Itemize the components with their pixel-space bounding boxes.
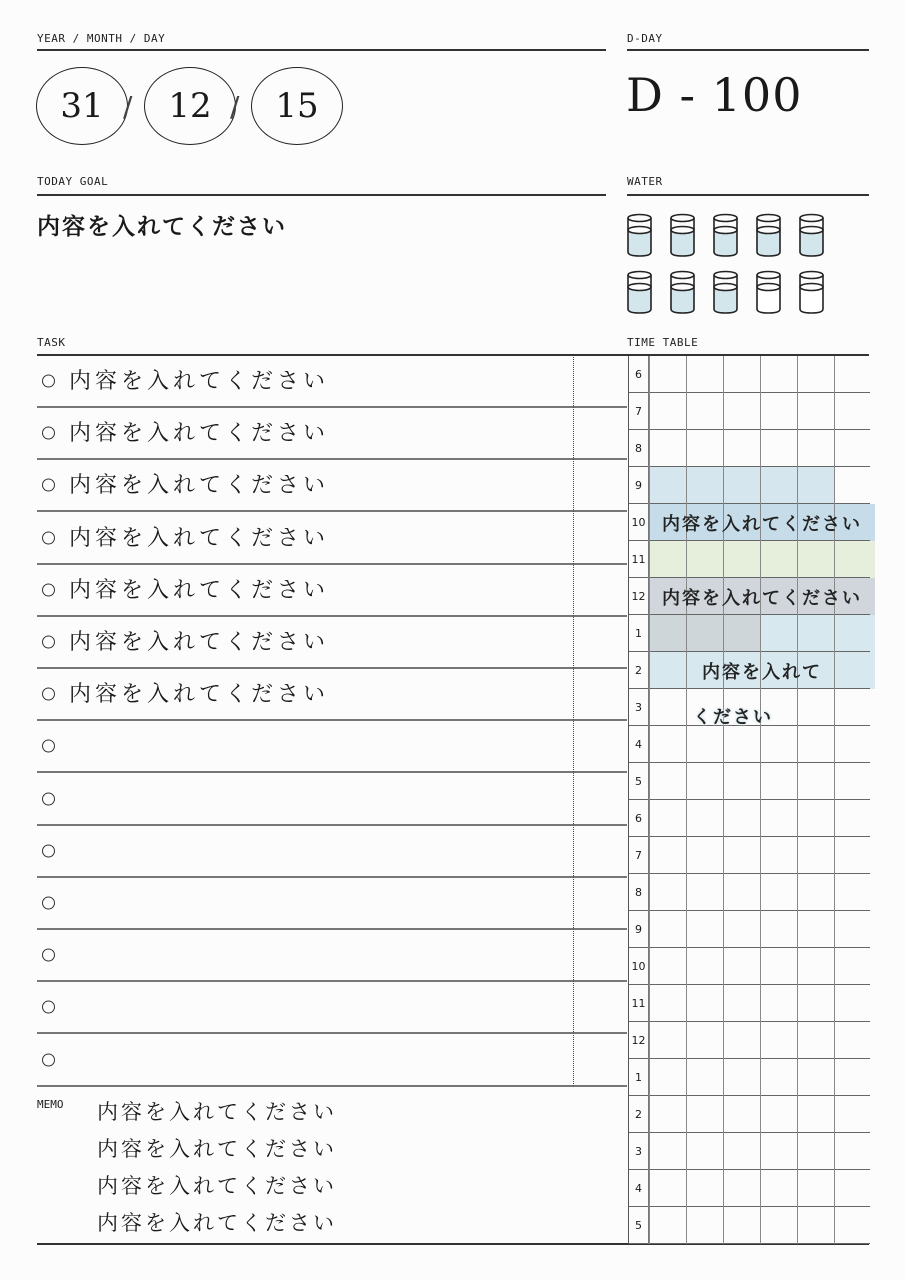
hour-label: 4 (629, 726, 649, 763)
date-label: YEAR / MONTH / DAY (37, 32, 166, 45)
water-cup-filled-icon[interactable] (712, 213, 739, 258)
water-cup-filled-icon[interactable] (712, 270, 739, 315)
task-item[interactable] (37, 1035, 627, 1087)
task-text[interactable]: 内容を入れてください (69, 525, 330, 551)
hour-label: 3 (629, 689, 649, 726)
hour-label: 7 (629, 837, 649, 874)
water-label: WATER (627, 175, 663, 188)
date-separator: / (123, 90, 133, 123)
goal-label: TODAY GOAL (37, 175, 109, 188)
task-item[interactable] (37, 356, 627, 408)
task-text[interactable]: 内容を入れてください (69, 577, 330, 603)
hour-label: 9 (629, 911, 649, 948)
timetable-event-text[interactable]: 内容を入れてください (662, 588, 862, 609)
hour-label: 3 (629, 1133, 649, 1170)
task-checkbox-icon[interactable] (42, 897, 55, 910)
task-checkbox-icon[interactable] (42, 792, 55, 805)
water-cup-filled-icon[interactable] (626, 270, 653, 315)
hour-label: 10 (629, 948, 649, 985)
task-text[interactable]: 内容を入れてください (69, 629, 330, 655)
task-item[interactable] (37, 878, 627, 930)
task-text[interactable]: 内容を入れてください (69, 368, 330, 394)
grid-line (760, 356, 761, 1244)
memo-line[interactable]: 内容を入れてください (97, 1100, 337, 1124)
task-item[interactable] (37, 982, 627, 1034)
hour-label: 5 (629, 763, 649, 800)
task-checkbox-icon[interactable] (42, 636, 55, 649)
water-cup-empty-icon[interactable] (798, 270, 825, 315)
hour-label: 12 (629, 578, 649, 615)
task-text[interactable]: 内容を入れてください (69, 682, 330, 708)
hour-label: 8 (629, 430, 649, 467)
grid-line (834, 356, 835, 1244)
task-checkbox-icon[interactable] (42, 949, 55, 962)
grid-line (649, 356, 650, 1244)
grid-line (797, 356, 798, 1244)
memo-line[interactable]: 内容を入れてください (97, 1137, 337, 1161)
date-divider (37, 49, 606, 51)
water-cup-filled-icon[interactable] (798, 213, 825, 258)
hour-label: 2 (629, 1096, 649, 1133)
dday-value[interactable]: D - 100 (626, 68, 803, 122)
task-item[interactable] (37, 930, 627, 982)
hour-label: 9 (629, 467, 649, 504)
date-separator: / (230, 90, 240, 123)
timetable-grid (628, 356, 869, 1244)
task-item[interactable] (37, 513, 627, 565)
task-item[interactable] (37, 669, 627, 721)
water-cup-filled-icon[interactable] (755, 213, 782, 258)
task-dotted-divider (573, 357, 574, 1086)
task-checkbox-icon[interactable] (42, 427, 55, 440)
memo-label: MEMO (37, 1098, 64, 1111)
task-item[interactable] (37, 774, 627, 826)
hour-label: 6 (629, 356, 649, 393)
hour-label: 8 (629, 874, 649, 911)
water-cup-filled-icon[interactable] (626, 213, 653, 258)
task-checkbox-icon[interactable] (42, 479, 55, 492)
water-divider (627, 194, 869, 196)
hour-label: 7 (629, 393, 649, 430)
month-field[interactable]: 12 (144, 67, 236, 145)
task-text[interactable]: 内容を入れてください (69, 421, 330, 447)
task-label: TASK (37, 336, 66, 349)
timetable-label: TIME TABLE (627, 336, 699, 349)
hour-label: 4 (629, 1170, 649, 1207)
hour-label: 2 (629, 652, 649, 689)
task-item[interactable] (37, 408, 627, 460)
hour-label: 11 (629, 541, 649, 578)
task-checkbox-icon[interactable] (42, 844, 55, 857)
task-text[interactable]: 内容を入れてください (69, 473, 330, 499)
task-checkbox-icon[interactable] (42, 688, 55, 701)
task-item[interactable] (37, 565, 627, 617)
task-checkbox-icon[interactable] (42, 1001, 55, 1014)
goal-divider (37, 194, 606, 196)
hour-label: 1 (629, 615, 649, 652)
task-item[interactable] (37, 826, 627, 878)
task-checkbox-icon[interactable] (42, 740, 55, 753)
hour-label: 11 (629, 985, 649, 1022)
water-cup-filled-icon[interactable] (669, 213, 696, 258)
dday-label: D-DAY (627, 32, 663, 45)
memo-line[interactable]: 内容を入れてください (97, 1211, 337, 1235)
hour-label: 10 (629, 504, 649, 541)
task-checkbox-icon[interactable] (42, 375, 55, 388)
year-field[interactable]: 31 (36, 67, 128, 145)
timetable-event-text[interactable]: 内容を入れてください (662, 514, 862, 535)
goal-text[interactable]: 内容を入れてください (37, 214, 287, 240)
task-checkbox-icon[interactable] (42, 583, 55, 596)
timetable-event-text[interactable]: 内容を入れて (702, 662, 822, 683)
task-checkbox-icon[interactable] (42, 1053, 55, 1066)
water-cup-filled-icon[interactable] (669, 270, 696, 315)
task-item[interactable] (37, 460, 627, 512)
hour-label: 12 (629, 1022, 649, 1059)
task-item[interactable] (37, 721, 627, 773)
task-checkbox-icon[interactable] (42, 531, 55, 544)
timetable-overflow-text: ください (693, 707, 773, 728)
dday-divider (627, 49, 869, 51)
hour-label: 6 (629, 800, 649, 837)
grid-line (686, 356, 687, 1244)
grid-line (723, 356, 724, 1244)
hour-label: 1 (629, 1059, 649, 1096)
hour-label: 5 (629, 1207, 649, 1244)
task-item[interactable] (37, 617, 627, 669)
water-cup-empty-icon[interactable] (755, 270, 782, 315)
memo-line[interactable]: 内容を入れてください (97, 1174, 337, 1198)
day-field[interactable]: 15 (251, 67, 343, 145)
